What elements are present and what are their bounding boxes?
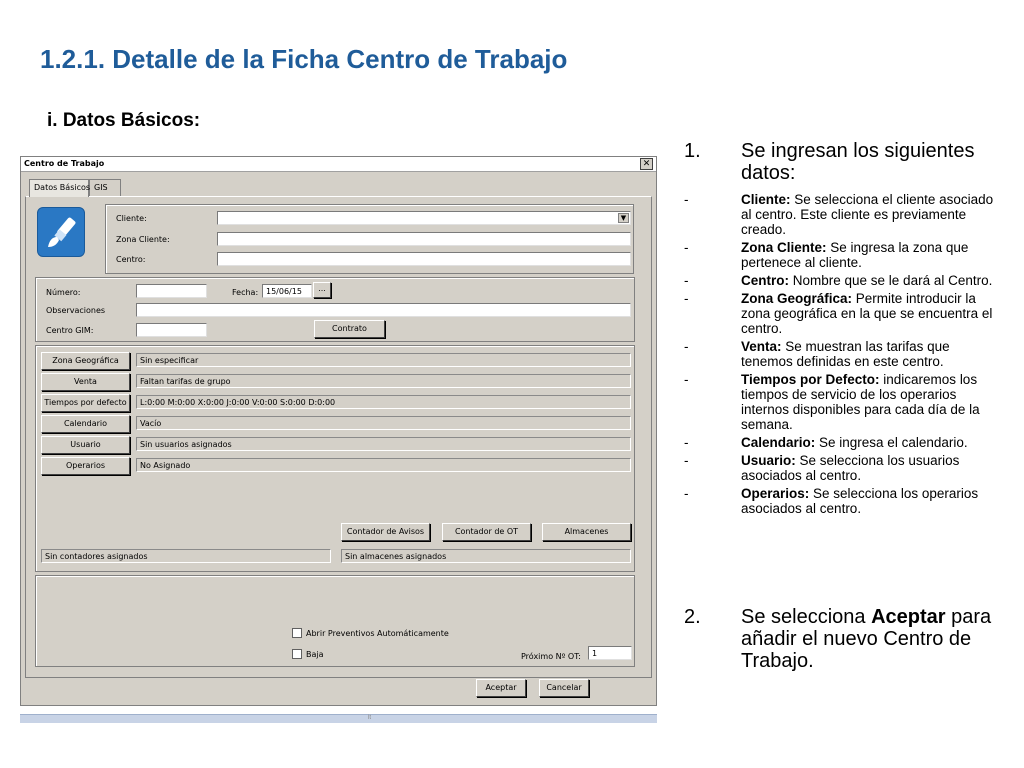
field-term: Usuario: xyxy=(741,453,796,468)
centro-trabajo-window xyxy=(20,156,657,706)
fecha-picker-button[interactable]: ... xyxy=(313,282,331,298)
calendario-value: Vacío xyxy=(136,416,631,430)
field-description: Se selecciona los usuarios asociados al centro. xyxy=(741,453,960,483)
field-description-item xyxy=(684,192,1004,237)
step-1-number: 1. xyxy=(684,140,701,162)
field-description-list xyxy=(684,192,1004,519)
centro-label: Centro: xyxy=(116,255,146,264)
zona-geografica-button[interactable]: Zona Geográfica xyxy=(41,352,130,370)
bullet-dash: - xyxy=(684,240,689,255)
centro-gim-label: Centro GIM: xyxy=(46,326,94,335)
field-term: Cliente: xyxy=(741,192,791,207)
bullet-dash: - xyxy=(684,273,689,288)
field-term: Venta: xyxy=(741,339,782,354)
bullet-dash: - xyxy=(684,192,689,207)
step-1-text: Se ingresan los siguientes datos: xyxy=(741,140,975,184)
info-group xyxy=(35,277,635,342)
bullet-dash: - xyxy=(684,435,689,450)
tab-gis[interactable]: GIS xyxy=(89,179,121,196)
step-2-pre: Se selecciona xyxy=(741,606,872,628)
field-description: Se selecciona el cliente asociado al centro. Este cliente es previamente creado. xyxy=(741,192,994,237)
bullet-dash: - xyxy=(684,291,689,306)
field-description-item xyxy=(684,435,1004,450)
client-group xyxy=(105,204,634,274)
cliente-select[interactable] xyxy=(217,211,631,225)
field-description: Se ingresa la zona que pertenece al cliente. xyxy=(741,240,969,270)
field-term: Zona Cliente: xyxy=(741,240,827,255)
almacenes-button[interactable]: Almacenes xyxy=(542,523,631,541)
bullet-dash: - xyxy=(684,339,689,354)
contadores-value: Sin contadores asignados xyxy=(41,549,331,563)
field-term: Calendario: xyxy=(741,435,816,450)
field-description-item xyxy=(684,291,1004,336)
field-description: Nombre que se le dará al Centro. xyxy=(789,273,993,288)
options-group xyxy=(35,575,635,667)
zona-geografica-value: Sin especificar xyxy=(136,353,631,367)
tiempos-por-defecto-button[interactable]: Tiempos por defecto xyxy=(41,394,130,412)
close-icon[interactable]: ✕ xyxy=(640,158,653,170)
preventivos-checkbox[interactable] xyxy=(292,628,302,638)
field-term: Tiempos por Defecto: xyxy=(741,372,880,387)
field-description-item xyxy=(684,273,1004,288)
almacenes-value: Sin almacenes asignados xyxy=(341,549,631,563)
field-description: indicaremos los tiempos de servicio de los operarios internos disponibles para cada día de la semana. xyxy=(741,372,980,432)
step-2-number: 2. xyxy=(684,606,701,628)
numero-label: Número: xyxy=(46,288,81,297)
contador-avisos-button[interactable]: Contador de Avisos xyxy=(341,523,430,541)
centro-input[interactable] xyxy=(217,252,631,266)
venta-value: Faltan tarifas de grupo xyxy=(136,374,631,388)
field-description-item xyxy=(684,372,1004,432)
observaciones-input[interactable] xyxy=(136,303,631,317)
field-term: Zona Geográfica: xyxy=(741,291,853,306)
bullet-dash: - xyxy=(684,372,689,387)
field-description: Se muestran las tarifas que tenemos definidas en este centro. xyxy=(741,339,950,369)
taskbar-mark: lt xyxy=(368,715,371,721)
tab-datos-basicos[interactable]: Datos Básicos xyxy=(29,179,89,197)
details-group xyxy=(35,345,635,572)
fecha-label: Fecha: xyxy=(232,288,259,297)
calendario-button[interactable]: Calendario xyxy=(41,415,130,433)
field-description-item xyxy=(684,240,1004,270)
taskbar-strip xyxy=(20,714,657,723)
tiempos-por-defecto-value: L:0:00 M:0:00 X:0:00 J:0:00 V:0:00 S:0:00 D:0:00 xyxy=(136,395,631,409)
slide-title: 1.2.1. Detalle de la Ficha Centro de Trabajo xyxy=(40,44,568,74)
observaciones-label: Observaciones xyxy=(46,306,106,315)
bullet-dash: - xyxy=(684,453,689,468)
step-2-text xyxy=(741,606,1001,672)
operarios-value: No Asignado xyxy=(136,458,631,472)
fecha-input[interactable]: 15/06/15 xyxy=(262,284,312,298)
field-description-item xyxy=(684,339,1004,369)
field-description-item xyxy=(684,486,1004,516)
usuario-button[interactable]: Usuario xyxy=(41,436,130,454)
chevron-down-icon[interactable]: ▼ xyxy=(618,213,629,223)
aceptar-button[interactable]: Aceptar xyxy=(476,679,526,697)
zona-cliente-label: Zona Cliente: xyxy=(116,235,170,244)
section-title: i. Datos Básicos: xyxy=(47,110,201,131)
proximo-ot-label: Próximo Nº OT: xyxy=(521,652,581,661)
window-titlebar xyxy=(21,157,656,172)
contador-ot-button[interactable]: Contador de OT xyxy=(442,523,531,541)
field-description-item xyxy=(684,453,1004,483)
field-description: Permite introducir la zona geográfica en la que se encuentra el centro. xyxy=(741,291,993,336)
field-term: Centro: xyxy=(741,273,789,288)
field-description: Se ingresa el calendario. xyxy=(815,435,968,450)
preventivos-label: Abrir Preventivos Automáticamente xyxy=(306,629,449,638)
bullet-dash: - xyxy=(684,486,689,501)
centro-gim-input[interactable] xyxy=(136,323,207,337)
cancelar-button[interactable]: Cancelar xyxy=(539,679,589,697)
zona-cliente-input[interactable] xyxy=(217,232,631,246)
brush-icon xyxy=(37,207,85,257)
usuario-value: Sin usuarios asignados xyxy=(136,437,631,451)
operarios-button[interactable]: Operarios xyxy=(41,457,130,475)
cliente-label: Cliente: xyxy=(116,214,147,223)
step-2-post: para añadir el nuevo Centro de Trabajo. xyxy=(741,606,992,672)
venta-button[interactable]: Venta xyxy=(41,373,130,391)
baja-checkbox[interactable] xyxy=(292,649,302,659)
window-title: Centro de Trabajo xyxy=(24,159,105,168)
contrato-button[interactable]: Contrato xyxy=(314,320,385,338)
field-description: Se selecciona los operarios asociados al centro. xyxy=(741,486,979,516)
step-2-bold: Aceptar xyxy=(871,606,946,628)
numero-input[interactable] xyxy=(136,284,207,298)
field-term: Operarios: xyxy=(741,486,810,501)
proximo-ot-input[interactable]: 1 xyxy=(588,646,632,660)
baja-label: Baja xyxy=(306,650,324,659)
